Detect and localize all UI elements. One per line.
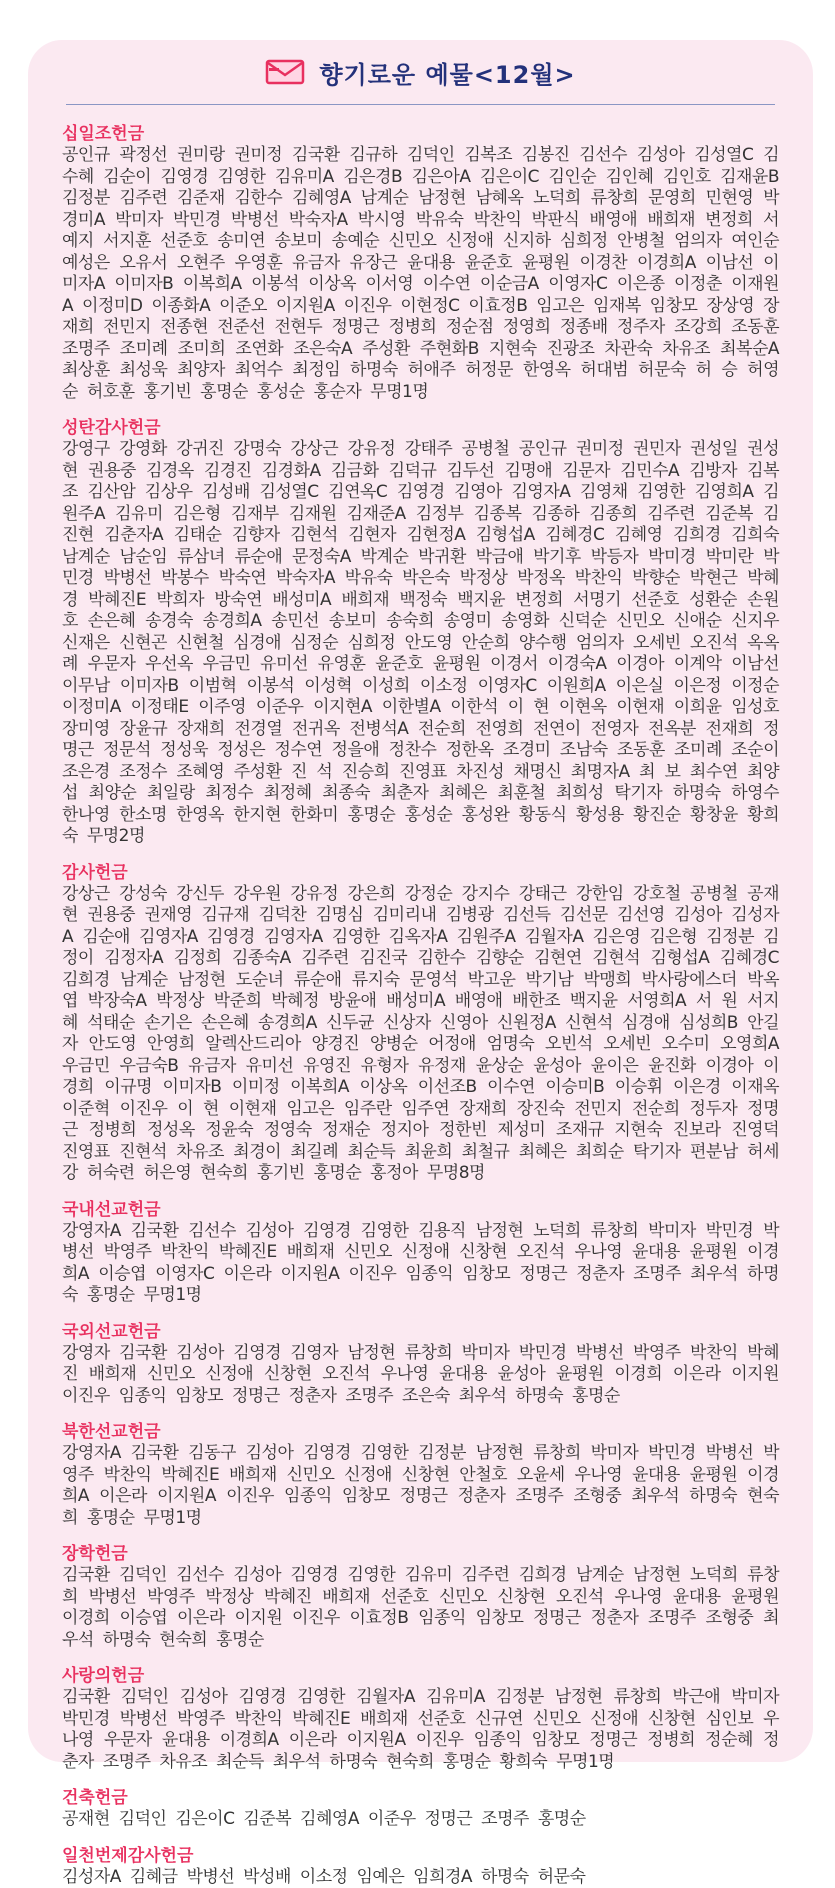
- donor-list: 강영자A 김국환 김선수 김성아 김영경 김영한 김용직 남정현 노덕희 류창희 박미자 박민경 박병선 박영주 박찬익 박혜진E 배희재 신민오 신정애 신창현 오진석 우나영 윤대용 윤평원 이경희A 이승엽 이영자C 이은라 이지원A 이진우 임종익 임창모 정명근 정춘자 조명주 최우석 하명숙 홍명순 무명1명: [62, 1221, 779, 1307]
- section-domestic-mission: [62, 1199, 779, 1307]
- donor-list: 강영자 김국환 김성아 김영경 김영자 남정현 류창희 박미자 박민경 박병선 박영주 박찬익 박혜진 배희재 신민오 신정애 신창현 오진석 우나영 윤대용 윤성아 윤평원 이경희 이은라 이지원 이진우 임종익 임창모 정명근 정춘자 조명주 조은숙 최우석 하명숙 홍명순: [62, 1343, 779, 1408]
- section-foreign-mission: [62, 1321, 779, 1408]
- envelope-icon: [265, 58, 305, 86]
- section-title: 성탄감사헌금: [62, 417, 779, 439]
- donor-list: 김국환 김덕인 김성아 김영경 김영한 김월자A 김유미A 김정분 남정현 류창희 박근애 박미자 박민경 박병선 박영주 박찬익 박혜진E 배희재 선준호 신규연 신민오 신정애 신창현 심인보 우나영 우문자 윤대용 이경희A 이은라 이지원A 이진우 임종익 임창모 정명근 정병희 정순혜 정춘자 조명주 차유조 최순득 최우석 하명숙 현숙희 홍명순 황희숙 무명1명: [62, 1687, 779, 1773]
- card-header: [66, 40, 775, 105]
- section-title: 감사헌금: [62, 862, 779, 884]
- section-christmas-thanks: [62, 417, 779, 848]
- section-thousand-offering: [62, 1845, 779, 1888]
- page-title: 향기로운 예물<12월>: [319, 55, 575, 90]
- donor-list: 김국환 김덕인 김선수 김성아 김영경 김영한 김유미 김주련 김희경 남계순 남정현 노덕희 류창희 박병선 박영주 박정상 박혜진 배희재 선준호 신민오 신창현 오진석 우나영 윤대용 윤평원 이경희 이승엽 이은라 이지원 이진우 이효정B 임종익 임창모 정명근 정춘자 조명주 조형중 최우석 하명숙 현숙희 홍명순: [62, 1565, 779, 1651]
- section-title: 일천번제감사헌금: [62, 1845, 779, 1867]
- donor-list: 강영자A 김국환 김동구 김성아 김영경 김영한 김정분 남정현 류창희 박미자 박민경 박병선 박영주 박찬익 박혜진E 배희재 신민오 신정애 신창현 안철호 오윤세 우나영 윤대용 윤평원 이경희A 이은라 이지원A 이진우 임종익 임창모 정명근 정춘자 조명주 조형중 최우석 하명숙 현숙희 홍명순 무명1명: [62, 1443, 779, 1529]
- donor-list: 김성자A 김혜금 박병선 박성배 이소정 임예은 임희경A 하명숙 허문숙: [62, 1867, 779, 1888]
- offering-sections: [62, 105, 779, 1888]
- donor-list: 강상근 강성숙 강신두 강우원 강유정 강은희 강정순 강지수 강태근 강한임 강호철 공병철 공재현 권용중 권재영 김규재 김덕찬 김명심 김미리내 김병광 김선득 김선문 김선영 김성아 김성자A 김순애 김영자A 김영경 김영자A 김영한 김옥자A 김원주A 김월자A 김은영 김은형 김정분 김정이 김정자A 김정희 김종숙A 김주련 김진국 김한수 김향순 김현연 김현석 김형섭A 김혜경C 김희경 남계순 남정현 도순녀 류순애 류지숙 문영석 박고운 박기남 박맹희 박사랑에스더 박옥엽 박장숙A 박정상 박준희 박혜정 방윤애 배성미A 배영애 배한조 백지윤 서영희A 서 원 서지혜 석태순 손기은 손은혜 송경희A 신두균 신상자 신영아 신원정A 신현석 심경애 심성희B 안길자 안도영 안영희 알렉산드리아 양경진 양병순 어정애 엄명숙 오빈석 오세빈 오수미 오영희A 우금민 우금숙B 유금자 유미선 유영진 유형자 유정재 윤상순 윤성아 윤이은 윤진화 이경아 이경희 이규명 이미자B 이미정 이복희A 이상옥 이선조B 이수연 이승미B 이승휘 이은경 이재옥 이준혁 이진우 이 현 이현재 임고은 임주란 임주연 장재희 장진숙 전민지 전순희 정두자 정명근 정병희 정성옥 정윤숙 정영숙 정재순 정지아 정한빈 제성미 조재규 지현숙 진보라 진영덕 진영표 진현석 차유조 최경이 최길례 최순득 최윤희 최철규 최혜은 최희순 탁기자 편분남 허세강 허숙련 허은영 현숙희 홍기빈 홍명순 홍정아 무명8명: [62, 884, 779, 1185]
- section-title: 사랑의헌금: [62, 1665, 779, 1687]
- donor-list: 공인규 곽정선 권미랑 권미정 김국환 김규하 김덕인 김복조 김봉진 김선수 김성아 김성열C 김수혜 김순이 김영경 김영한 김유미A 김은경B 김은아A 김은이C 김인순 김인혜 김인호 김재윤B 김정분 김주련 김준재 김한수 김혜영A 남계순 남정현 남혜옥 노덕희 류창희 문영희 민현영 박경미A 박미자 박민경 박병선 박숙자A 박시영 박유숙 박찬익 박판식 배영애 배희재 변정희 서예지 서지훈 선준호 송미연 송보미 송예순 신민오 신정애 신지하 심희정 안병철 엄의자 여인순 예성은 오유서 오현주 우영훈 유금자 유장근 윤대용 윤준호 윤평원 이경찬 이경희A 이남선 이미자A 이미자B 이복희A 이봉석 이상옥 이서영 이수연 이순금A 이영자C 이은종 이정춘 이재원A 이정미D 이종화A 이준오 이지원A 이진우 이현정C 이효정B 임고은 임재복 임창모 장상영 장재희 전민지 전종현 전준선 전현두 정명근 정병희 정순점 정영희 정종배 정주자 조강희 조동훈 조명주 조미례 조미희 조연화 조은숙A 주성환 주현화B 지현숙 진광조 차관숙 차유조 최복순A 최상훈 최성욱 최양자 최억수 최정임 하명숙 허애주 허정문 한영옥 허대범 허문숙 허 승 허영순 허호훈 홍기빈 홍명순 홍성순 홍순자 무명1명: [62, 145, 779, 403]
- section-scholarship: [62, 1543, 779, 1651]
- section-title: 장학헌금: [62, 1543, 779, 1565]
- section-title: 십일조헌금: [62, 123, 779, 145]
- offering-card: [28, 40, 813, 1762]
- donor-list: 공재현 김덕인 김은이C 김준복 김혜영A 이준우 정명근 조명주 홍명순: [62, 1809, 779, 1831]
- section-title: 북한선교헌금: [62, 1421, 779, 1443]
- section-building: [62, 1787, 779, 1831]
- section-tithe: [62, 123, 779, 403]
- section-title: 건축헌금: [62, 1787, 779, 1809]
- section-title: 국내선교헌금: [62, 1199, 779, 1221]
- section-title: 국외선교헌금: [62, 1321, 779, 1343]
- section-love: [62, 1665, 779, 1773]
- section-thanks: [62, 862, 779, 1185]
- donor-list: 강영구 강영화 강귀진 강명숙 강상근 강유정 강태주 공병철 공인규 권미정 권민자 권성일 권성현 권용중 김경옥 김경진 김경화A 김금화 김덕규 김두선 김명애 김문자 김민수A 김방자 김복조 김산암 김상우 김성배 김성열C 김연옥C 김영경 김영아 김영자A 김영채 김영한 김영희A 김원주A 김유미 김은형 김재부 김재원 김재준A 김정부 김종복 김종하 김종희 김주련 김준복 김진현 김춘자A 김태순 김향자 김현석 김현자 김현정A 김형섭A 김혜경C 김혜영 김희경 김희숙 남계순 남순임 류삼녀 류순애 문정숙A 박계순 박귀환 박금애 박기후 박등자 박미경 박미란 박민경 박병선 박봉수 박숙연 박숙자A 박유숙 박은숙 박정상 박정옥 박찬익 박향순 박현근 박혜경 박혜진E 박희자 방숙연 배성미A 배희재 백정숙 백지윤 변정희 서명기 선준호 성환순 손원호 손은혜 송경숙 송경희A 송민선 송보미 송숙희 송영미 송영화 신덕순 신민오 신애순 신지우 신재은 신현곤 신현철 심경애 심정순 심희정 안도영 안순희 양수행 엄의자 오세빈 오진석 옥옥례 우문자 우선옥 우금민 유미선 유영훈 윤준호 윤평원 이경서 이경숙A 이경아 이계악 이남선 이무남 이미자B 이범혁 이봉석 이성혁 이성희 이소정 이영자C 이원희A 이은실 이은정 이정순 이정미A 이정태E 이주영 이준우 이지현A 이한별A 이한석 이 현 이현옥 이현재 이희윤 임성호 장미영 장윤규 장재희 전경열 전귀옥 전병석A 전순희 전영희 전연이 전영자 전옥분 전재희 정명근 정문석 정성욱 정성은 정수연 정을애 정찬수 정한옥 조경미 조남숙 조동훈 조미례 조순이 조은경 조정수 조혜영 주성환 진 석 진승희 진영표 차진성 채명신 최명자A 최 보 최수연 최양섭 최양순 최일랑 최정수 최정혜 최종숙 최춘자 최혜은 최훈철 최희성 탁기자 하명숙 하영수 한나영 한소명 한영옥 한지현 한화미 홍명순 홍성순 홍성완 황동식 황성용 황진순 황창윤 황희숙 무명2명: [62, 439, 779, 848]
- section-north-korea-mission: [62, 1421, 779, 1529]
